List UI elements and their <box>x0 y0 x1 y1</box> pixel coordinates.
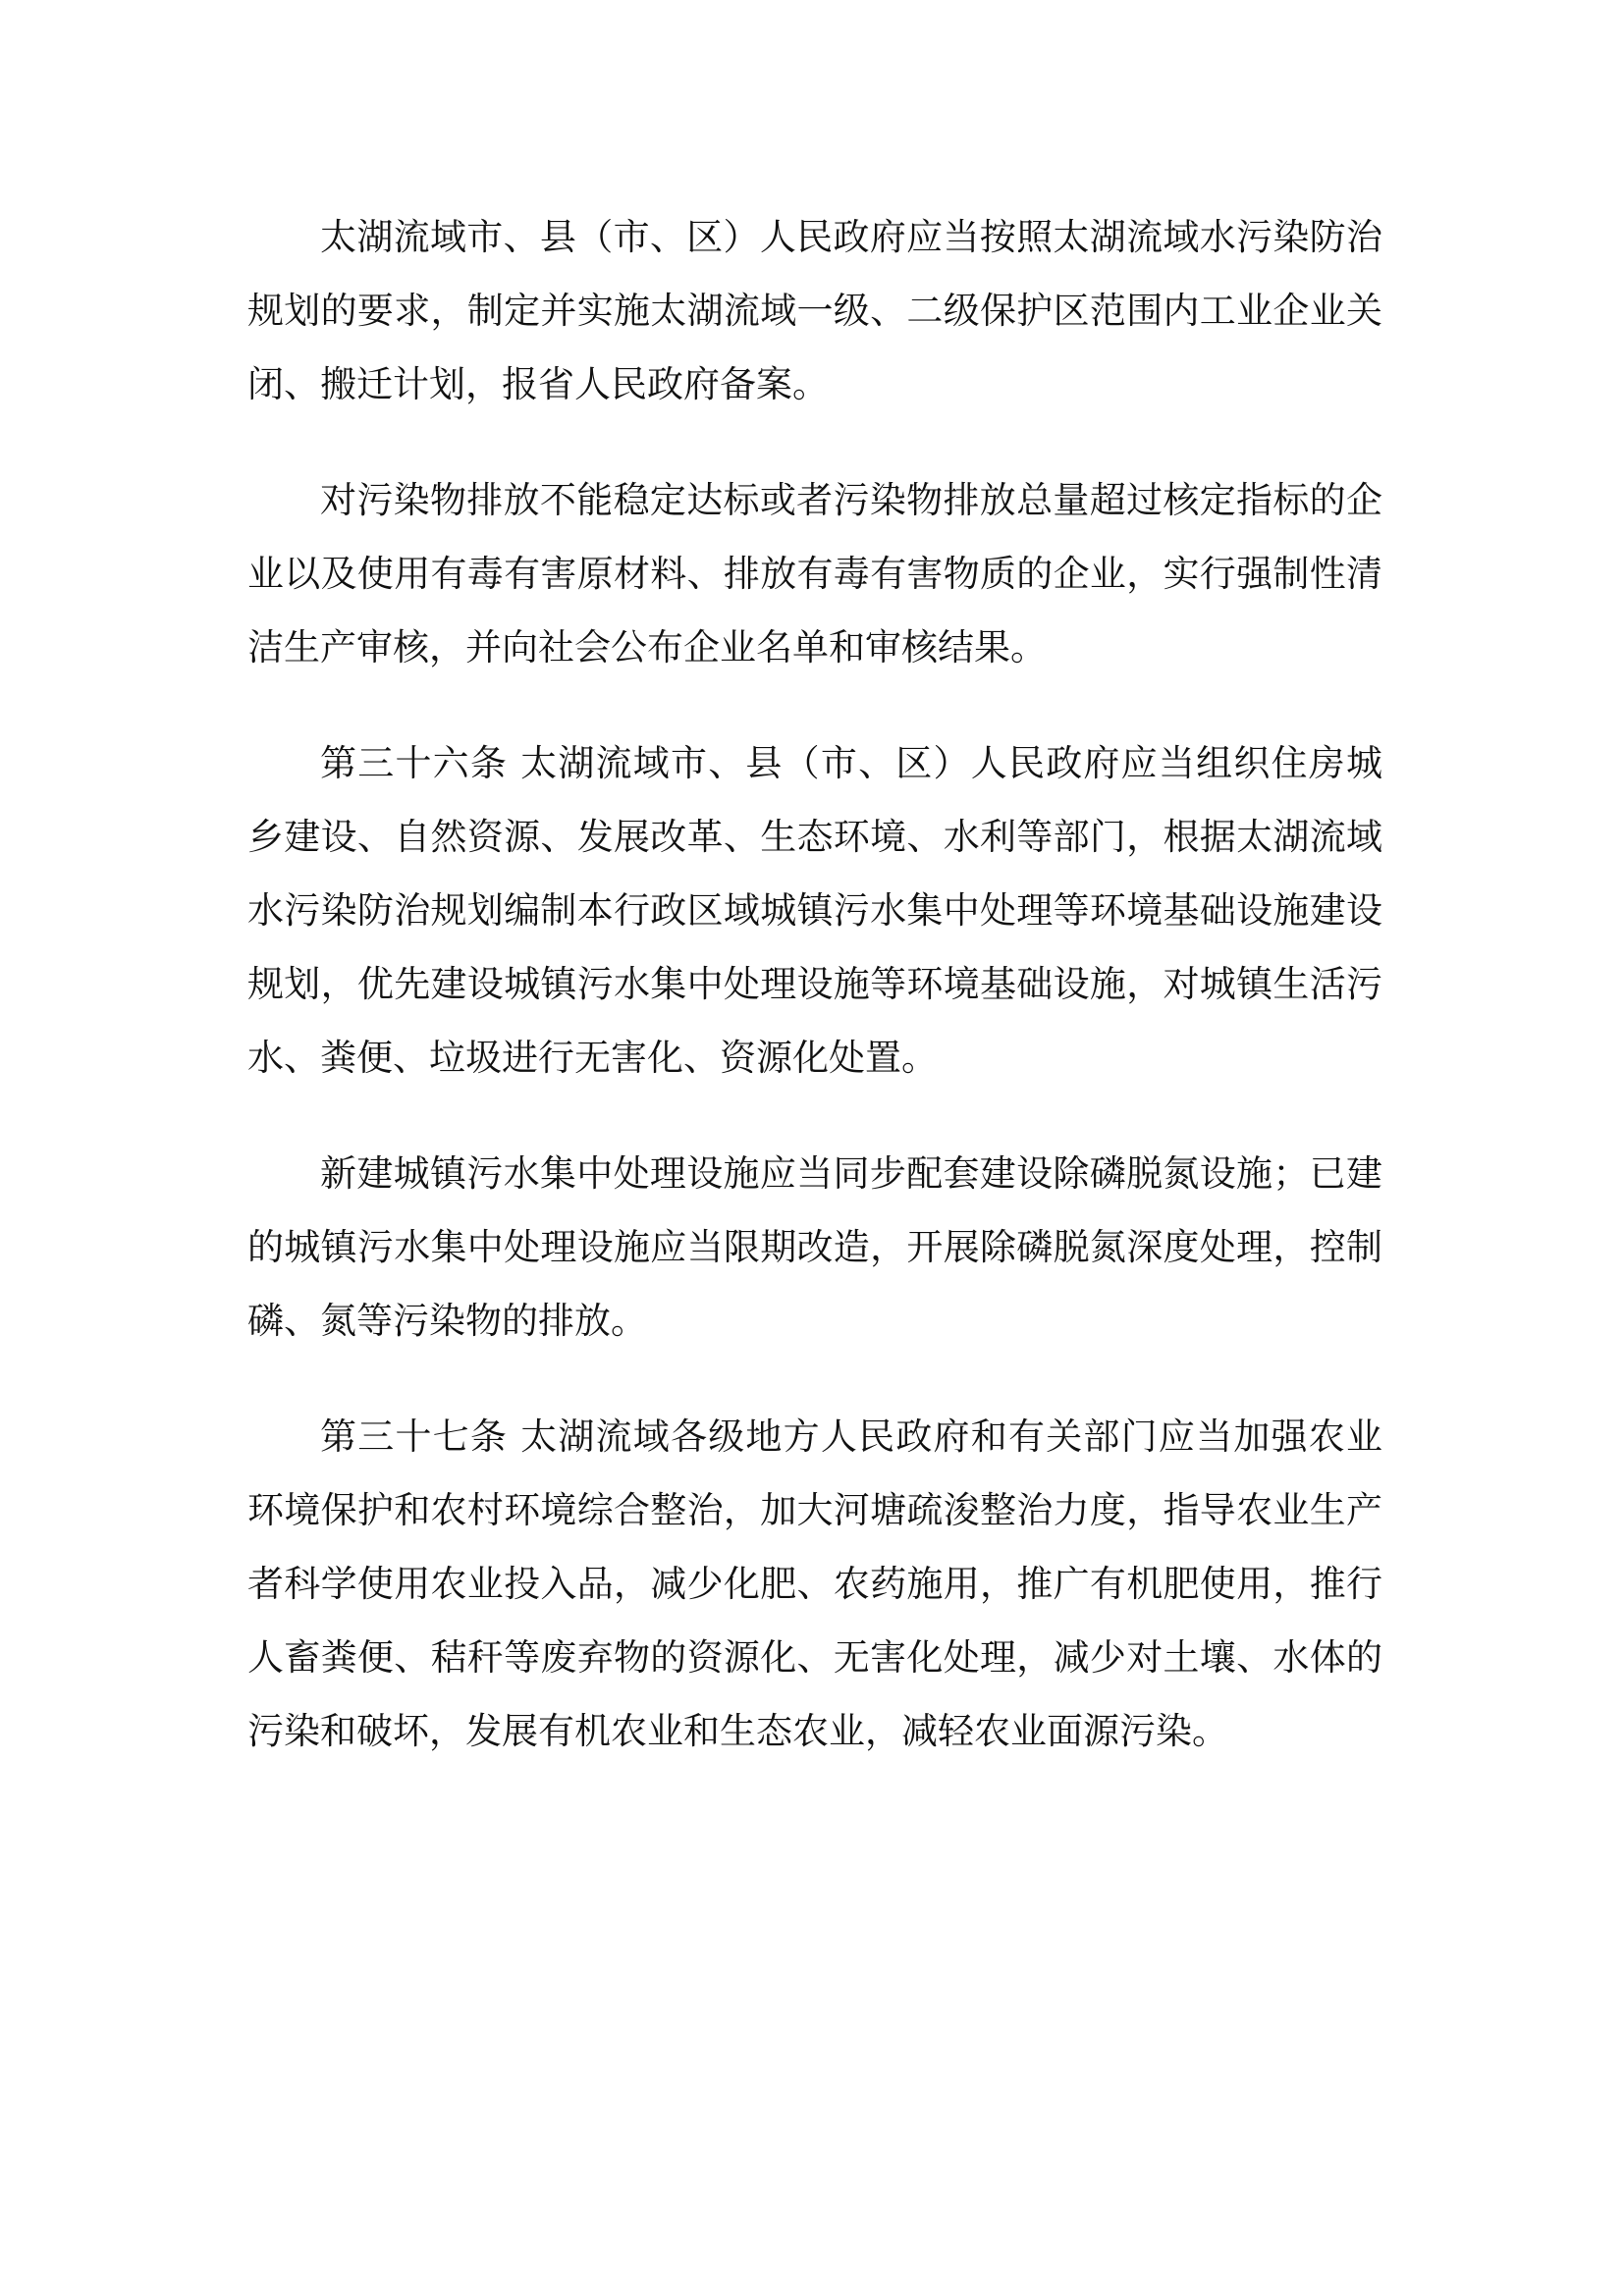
paragraph-article-36: 第三十六条 太湖流域市、县（市、区）人民政府应当组织住房城乡建设、自然资源、发展改革、生态环境、水利等部门，根据太湖流域水污染防治规划编制本行政区域城镇污水集中处理等环境基础设施建设规划，优先建设城镇污水集中处理设施等环境基础设施，对城镇生活污水、粪便、垃圾进行无害化、资源化处置。 <box>247 742 1382 1079</box>
paragraph-article-37: 第三十七条 太湖流域各级地方人民政府和有关部门应当加强农业环境保护和农村环境综合整治，加大河塘疏浚整治力度，指导农业生产者科学使用农业投入品，减少化肥、农药施用，推广有机肥使用，推行人畜粪便、秸秆等废弃物的资源化、无害化处理，减少对土壤、水体的污染和破坏，发展有机农业和生态农业，减轻农业面源污染。 <box>247 1415 1382 1752</box>
paragraph-2: 对污染物排放不能稳定达标或者污染物排放总量超过核定指标的企业以及使用有毒有害原材料、排放有毒有害物质的企业，实行强制性清洁生产审核，并向社会公布企业名单和审核结果。 <box>247 479 1382 668</box>
paragraph-4: 新建城镇污水集中处理设施应当同步配套建设除磷脱氮设施；已建的城镇污水集中处理设施应当限期改造，开展除磷脱氮深度处理，控制磷、氮等污染物的排放。 <box>247 1152 1382 1342</box>
paragraph-1: 太湖流域市、县（市、区）人民政府应当按照太湖流域水污染防治规划的要求，制定并实施太湖流域一级、二级保护区范围内工业企业关闭、搬迁计划，报省人民政府备案。 <box>247 216 1382 405</box>
document-body <box>247 200 1382 1768</box>
